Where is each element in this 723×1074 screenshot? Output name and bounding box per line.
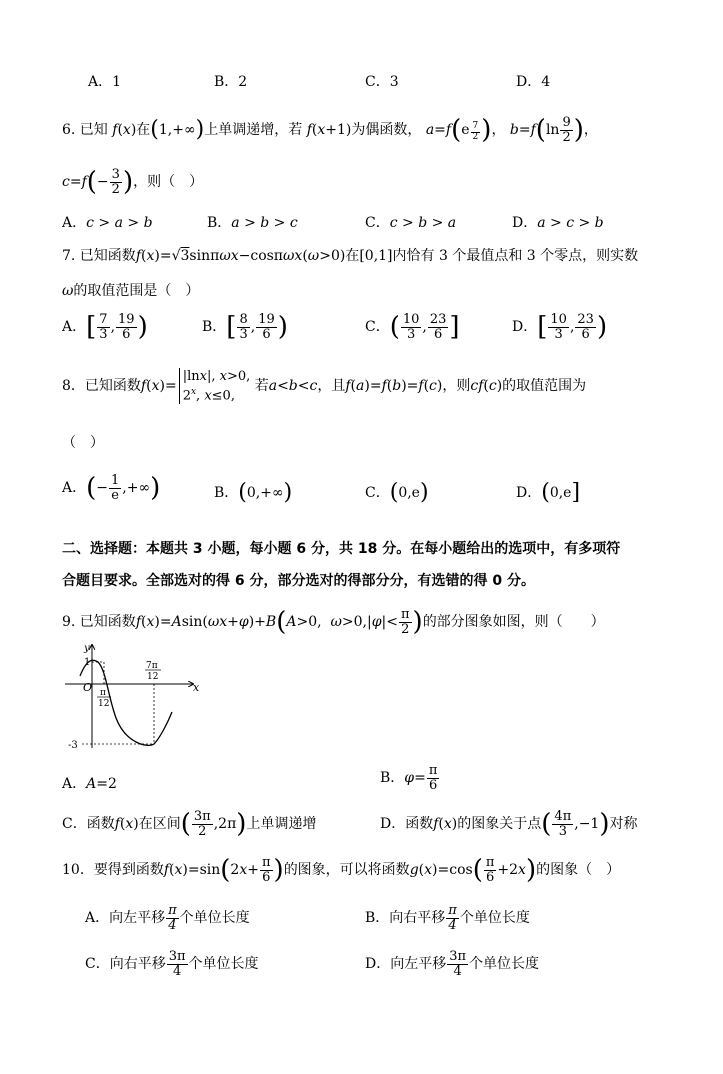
q7-option-a[interactable]: A．[ $\frac{7}{3}$ , $\frac{19}{6}$ ) [62, 312, 148, 343]
y-axis-label: y [84, 643, 90, 654]
q5-option-d[interactable]: D．4 [516, 74, 551, 90]
q8-option-a[interactable]: A．(− $\frac{1}{e}$ ,+∞) [62, 473, 161, 504]
y-max-label: 1 [84, 657, 91, 668]
q6-option-c[interactable]: C．c > b > a [365, 215, 457, 231]
q5-option-c[interactable]: C．3 [365, 74, 399, 90]
q7-option-b[interactable]: B．[ $\frac{8}{3}$ , $\frac{19}{6}$ ) [202, 312, 288, 343]
q9-option-c[interactable]: C．函数f(x)在区间( $\frac{3\pi}{2}$ ,2π)上单调递增 [62, 809, 317, 840]
q10-stem: 10．要得到函数f(x)=sin(2x+ $\frac{\pi}{6}$ )的图象，可以将函数g(x)=cos( $\frac{\pi}{6}$ +2x)的图象（ ） [62, 855, 621, 886]
q6-option-b[interactable]: B．a > b > c [207, 215, 298, 231]
q5-option-b[interactable]: B．2 [214, 74, 248, 90]
y-min-label: -3 [68, 740, 78, 751]
q8-stem: 8．已知函数f(x)= |lnx|, x>0, 2$^x$, x≤0, 若a<b<c，且f(a)=f(b)=f(c)，则cf(c)的取值范围为 [62, 369, 587, 403]
q9-option-a[interactable]: A．A=2 [62, 776, 117, 792]
q7-stem-cont: ω的取值范围是（ ） [62, 283, 200, 299]
q8-option-d[interactable]: D．(0,e] [516, 480, 581, 505]
q6-option-d[interactable]: D．a > c > b [512, 215, 604, 231]
q6-option-a[interactable]: A．c > a > b [62, 215, 153, 231]
q10-option-d[interactable]: D．向左平移 $\frac{3\pi}{4}$ 个单位长度 [365, 949, 540, 979]
q8-option-c[interactable]: C．(0,e) [365, 480, 429, 505]
q10-option-c[interactable]: C．向右平移 $\frac{3\pi}{4}$ 个单位长度 [85, 949, 259, 979]
q9-option-b[interactable]: B．φ= $\frac{\pi}{6}$ [380, 763, 438, 793]
x1-label-den: 12 [98, 699, 110, 709]
x1-label-num: π [100, 688, 106, 698]
x2-label-den: 12 [147, 672, 159, 682]
x2-label-num: 7π [146, 661, 158, 671]
q7-option-d[interactable]: D．[ $\frac{10}{3}$ , $\frac{23}{6}$ ) [512, 312, 608, 343]
q10-option-a[interactable]: A．向左平移 $\frac{\pi}{4}$ 个单位长度 [85, 903, 250, 933]
q7-option-c[interactable]: C．( $\frac{10}{3}$ , $\frac{23}{6}$ ] [365, 312, 460, 343]
q9-stem: 9. 已知函数f(x)=Asin(ωx+φ)+B(A>0, ω>0,|φ|< $\frac{\pi}{2}$ )的部分图象如图，则（ ） [62, 607, 605, 638]
q6-stem: 6. 已知 f(x)在(1,+∞)上单调递增，若 f(x+1)为偶函数， a=f(e $\frac{7}{2}$ )， b=f(ln $\frac{9}{2}$ )， [62, 115, 598, 146]
q5-option-a[interactable]: A．1 [88, 74, 122, 90]
x-axis-label: x [193, 681, 200, 694]
q7-stem: 7. 已知函数f(x)=√3sinπωx−cosπωx(ω>0)在[0,1]内恰有 3 个最值点和 3 个零点，则实数 [62, 248, 639, 264]
q8-option-b[interactable]: B．(0,+∞) [214, 480, 293, 505]
q9-graph [60, 640, 205, 755]
q10-option-b[interactable]: B．向右平移 $\frac{\pi}{4}$ 个单位长度 [365, 903, 530, 933]
q9-option-d[interactable]: D．函数f(x)的图象关于点( $\frac{4\pi}{3}$ ,−1)对称 [380, 809, 638, 840]
section2-heading-cont: 合题目要求。全部选对的得 6 分，部分选对的得部分分，有选错的得 0 分。 [62, 573, 535, 589]
q6-stem-cont: c=f(− $\frac{3}{2}$ )，则（ ） [62, 167, 204, 198]
section2-heading: 二、选择题：本题共 3 小题，每小题 6 分，共 18 分。在每小题给出的选项中，有多项符 [62, 541, 621, 557]
origin-label: O [83, 681, 93, 694]
q8-stem-cont: （ ） [62, 435, 104, 451]
